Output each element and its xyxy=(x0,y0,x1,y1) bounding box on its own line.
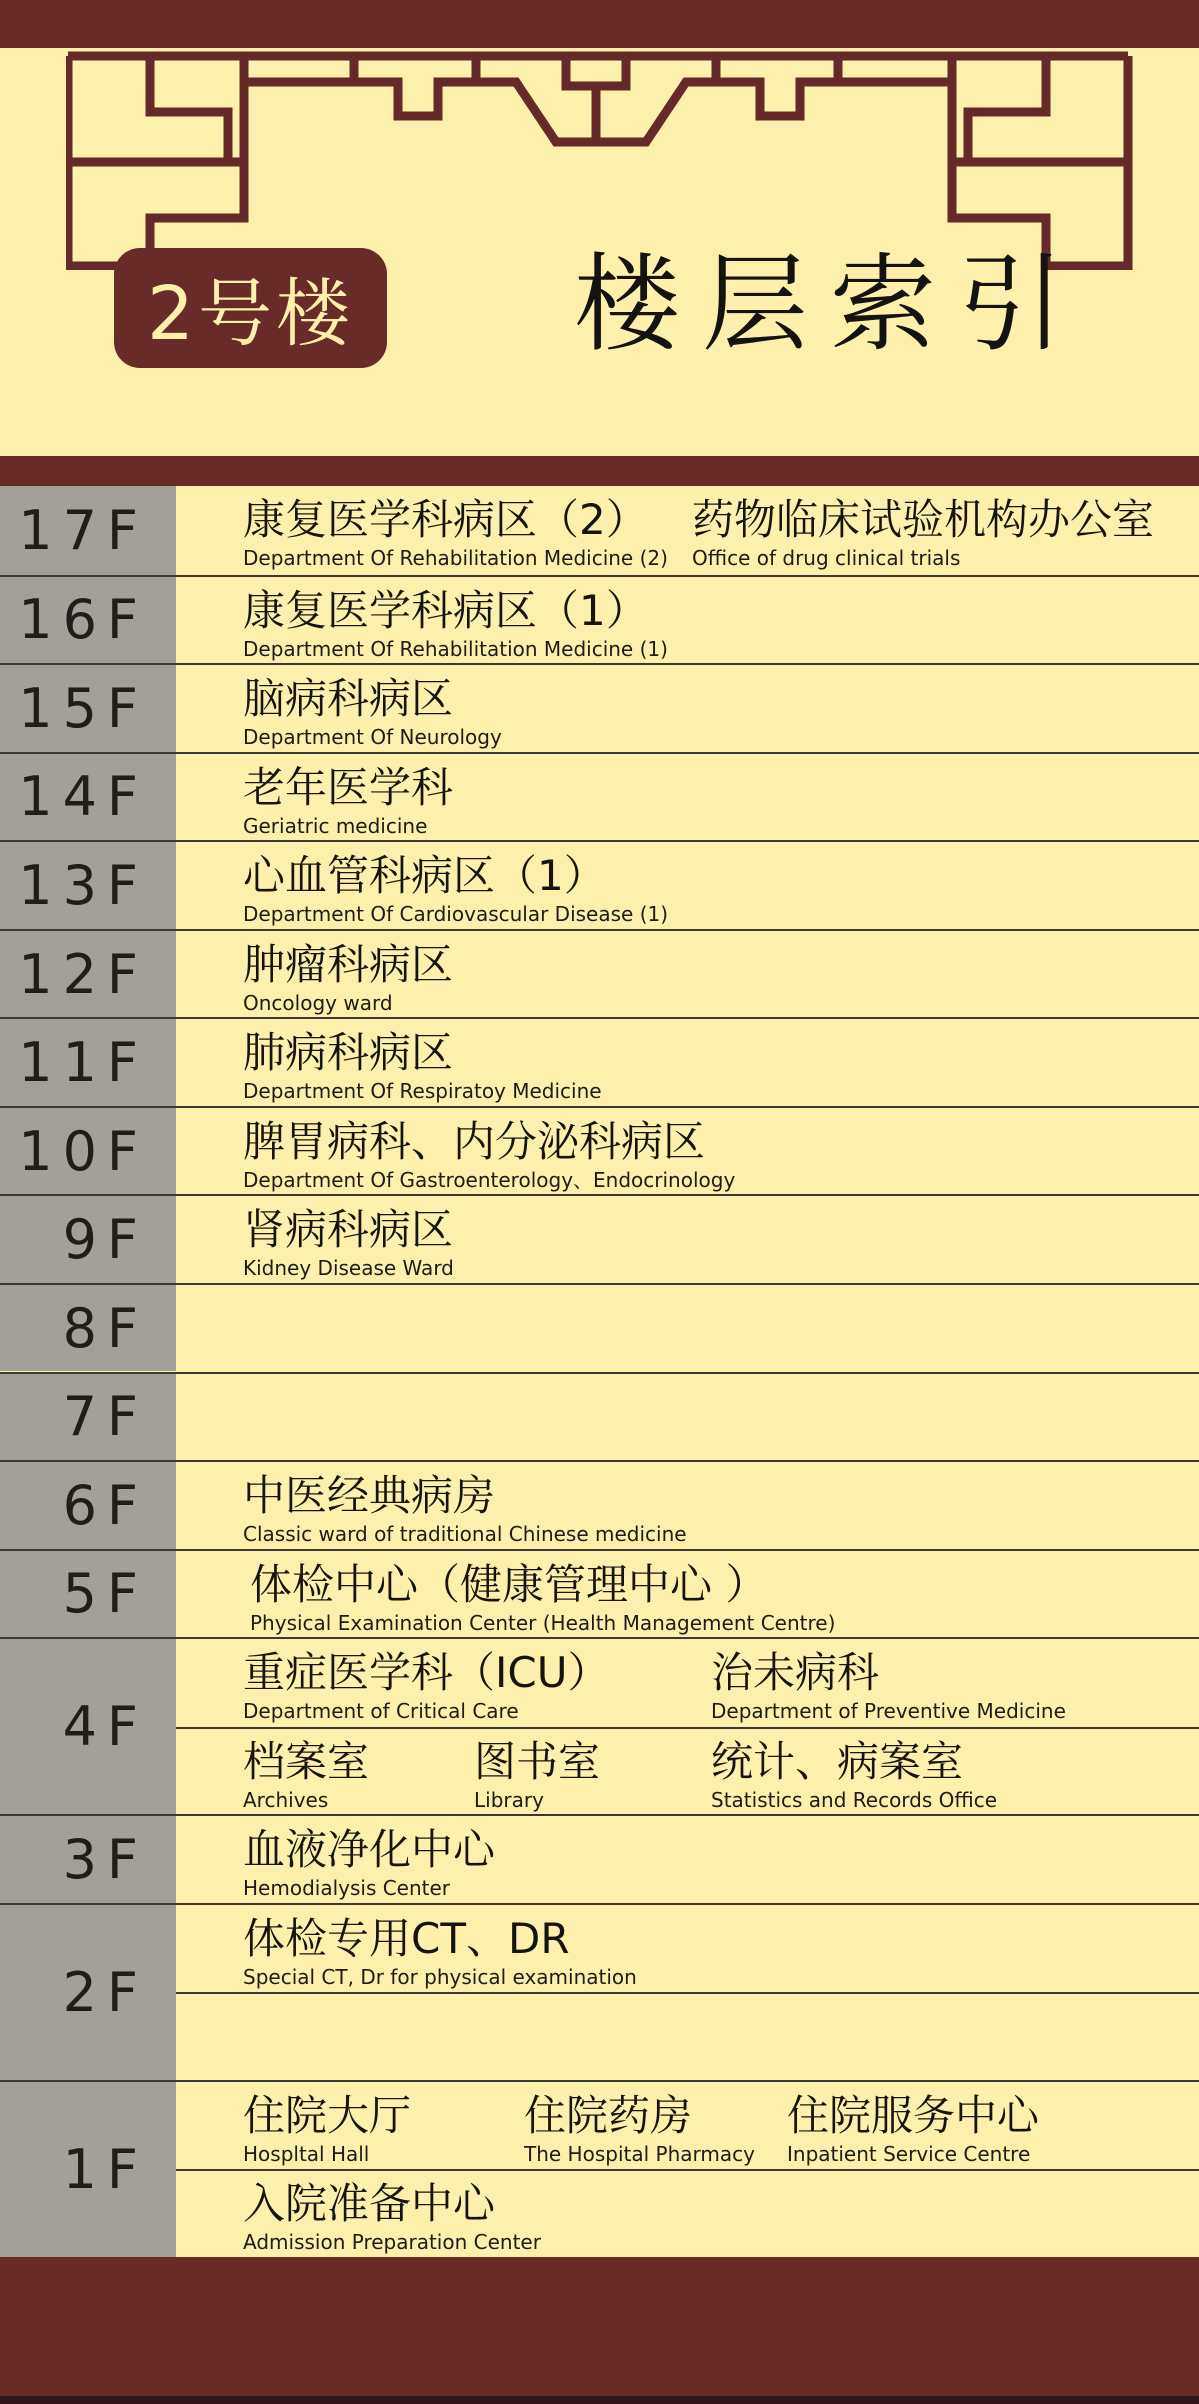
department-name-en: Geriatric medicine xyxy=(243,813,428,838)
department-name-en: Oncology ward xyxy=(243,990,393,1015)
department-entry xyxy=(243,1905,637,1990)
department-entry xyxy=(243,931,453,1016)
department-name-zh: 心血管科病区（1） xyxy=(243,851,606,901)
department-name-zh: 档案室 xyxy=(243,1736,370,1786)
page-title: 楼层索引 xyxy=(574,243,1086,366)
building-number-label: 2号楼 xyxy=(146,271,355,357)
floor-row-8F xyxy=(0,1283,1199,1372)
department-entry xyxy=(243,665,502,750)
department-entry xyxy=(524,2082,755,2167)
department-name-en: Department of Preventive Medicine xyxy=(711,1699,1066,1724)
department-entry xyxy=(787,2082,1039,2167)
department-name-zh: 图书室 xyxy=(474,1736,601,1786)
floor-row-2F xyxy=(0,1903,1199,2080)
floor-label-8F: 8F xyxy=(0,1285,176,1372)
department-name-en: Hemodialysis Center xyxy=(243,1876,451,1901)
floor-row-14F xyxy=(0,752,1199,841)
floor-row-11F xyxy=(0,1017,1199,1106)
department-name-en: Kidney Disease Ward xyxy=(243,1256,454,1281)
department-entry xyxy=(474,1728,600,1813)
floor-label-12F: 12F xyxy=(0,931,176,1018)
department-name-zh: 重症医学科（ICU） xyxy=(243,1648,610,1698)
floor-label-7F: 7F xyxy=(0,1374,176,1461)
department-name-zh: 脾胃病科、内分泌科病区 xyxy=(243,1116,706,1166)
department-name-zh: 体检中心（健康管理中心 ） xyxy=(250,1559,768,1609)
department-name-zh: 入院准备中心 xyxy=(243,2179,496,2229)
department-entry xyxy=(243,1639,609,1724)
floor-row-17F xyxy=(0,486,1199,575)
department-entry xyxy=(243,486,668,571)
department-name-zh: 康复医学科病区（1） xyxy=(243,585,648,635)
department-name-zh: 体检专用CT、DR xyxy=(243,1913,570,1963)
department-name-en: Department Of Neurology xyxy=(243,725,502,750)
floor-row-5F xyxy=(0,1549,1199,1638)
department-name-en: Admission Preparation Center xyxy=(243,2230,541,2255)
department-entry xyxy=(243,754,453,839)
department-name-en: Department Of Rehabilitation Medicine (1) xyxy=(243,636,668,661)
department-name-en: Archives xyxy=(243,1787,329,1812)
floor-label-4F: 4F xyxy=(0,1639,176,1814)
department-entry xyxy=(711,1728,997,1813)
department-name-zh: 住院服务中心 xyxy=(787,2090,1040,2140)
department-name-en: Statistics and Records Office xyxy=(711,1787,998,1812)
department-entry xyxy=(243,1816,495,1901)
department-name-en: Inpatient Service Centre xyxy=(787,2141,1031,2166)
department-name-zh: 血液净化中心 xyxy=(243,1825,496,1875)
floor-row-13F xyxy=(0,840,1199,929)
floor-row-9F xyxy=(0,1194,1199,1283)
department-entry xyxy=(250,1551,835,1636)
department-name-en: Department Of Respiratoy Medicine xyxy=(243,1079,602,1104)
sub-row-divider xyxy=(176,1992,1199,1994)
department-name-en: Classic ward of traditional Chinese medicine xyxy=(243,1522,687,1547)
department-entry xyxy=(243,2082,411,2167)
department-name-zh: 肺病科病区 xyxy=(243,1028,454,1078)
department-name-zh: 脑病科病区 xyxy=(243,674,454,724)
department-name-zh: 肾病科病区 xyxy=(243,1205,454,1255)
department-name-zh: 住院大厅 xyxy=(243,2090,412,2140)
floor-label-2F: 2F xyxy=(0,1905,176,2080)
department-name-en: Department of Critical Care xyxy=(243,1699,519,1724)
department-entry xyxy=(243,2170,541,2255)
department-entry xyxy=(243,577,668,662)
bottom-edge-strip xyxy=(0,2396,1199,2404)
department-name-zh: 老年医学科 xyxy=(243,762,454,812)
department-entry xyxy=(711,1639,1066,1724)
floor-label-5F: 5F xyxy=(0,1551,176,1638)
department-name-en: Office of drug clinical trials xyxy=(692,546,961,570)
floor-label-11F: 11F xyxy=(0,1019,176,1106)
floor-label-9F: 9F xyxy=(0,1196,176,1283)
floor-label-6F: 6F xyxy=(0,1462,176,1549)
department-name-en: Department Of Gastroenterology、Endocrinology xyxy=(243,1167,736,1192)
floor-row-10F xyxy=(0,1106,1199,1195)
department-name-zh: 康复医学科病区（2） xyxy=(243,495,648,544)
department-entry xyxy=(692,486,1154,571)
department-name-zh: 药物临床试验机构办公室 xyxy=(692,495,1155,544)
floor-row-15F xyxy=(0,663,1199,752)
floor-label-13F: 13F xyxy=(0,842,176,929)
floor-row-16F xyxy=(0,575,1199,664)
floor-row-6F xyxy=(0,1460,1199,1549)
bottom-maroon-band xyxy=(0,2257,1199,2404)
department-name-en: Physical Examination Center (Health Management Centre) xyxy=(250,1610,836,1635)
floor-label-16F: 16F xyxy=(0,577,176,664)
floor-row-4F xyxy=(0,1637,1199,1814)
floor-row-12F xyxy=(0,929,1199,1018)
floor-label-10F: 10F xyxy=(0,1108,176,1195)
floor-row-7F xyxy=(0,1372,1199,1461)
department-name-zh: 住院药房 xyxy=(524,2090,693,2140)
department-name-en: The Hospital Pharmacy xyxy=(524,2141,755,2166)
department-entry xyxy=(243,1728,369,1813)
department-name-en: Library xyxy=(474,1787,544,1812)
department-entry xyxy=(243,1196,454,1281)
department-entry xyxy=(243,1108,735,1193)
floor-label-17F: 17F xyxy=(0,486,176,575)
department-name-zh: 肿瘤科病区 xyxy=(243,939,454,989)
department-entry xyxy=(243,1462,687,1547)
department-name-zh: 中医经典病房 xyxy=(243,1471,496,1521)
floor-label-3F: 3F xyxy=(0,1816,176,1903)
floor-label-15F: 15F xyxy=(0,665,176,752)
floor-label-1F: 1F xyxy=(0,2082,176,2257)
department-name-zh: 统计、病案室 xyxy=(711,1736,964,1786)
floor-label-14F: 14F xyxy=(0,754,176,841)
floor-row-3F xyxy=(0,1814,1199,1903)
department-name-en: Department Of Cardiovascular Disease (1) xyxy=(243,902,669,927)
department-entry xyxy=(243,842,668,927)
department-entry xyxy=(243,1019,602,1104)
department-name-zh: 治未病科 xyxy=(711,1648,880,1698)
floor-row-1F xyxy=(0,2080,1199,2257)
department-name-en: Department Of Rehabilitation Medicine (2) xyxy=(243,546,668,570)
department-name-en: Special CT, Dr for physical examination xyxy=(243,1964,637,1989)
department-name-en: Hospltal Hall xyxy=(243,2141,370,2166)
